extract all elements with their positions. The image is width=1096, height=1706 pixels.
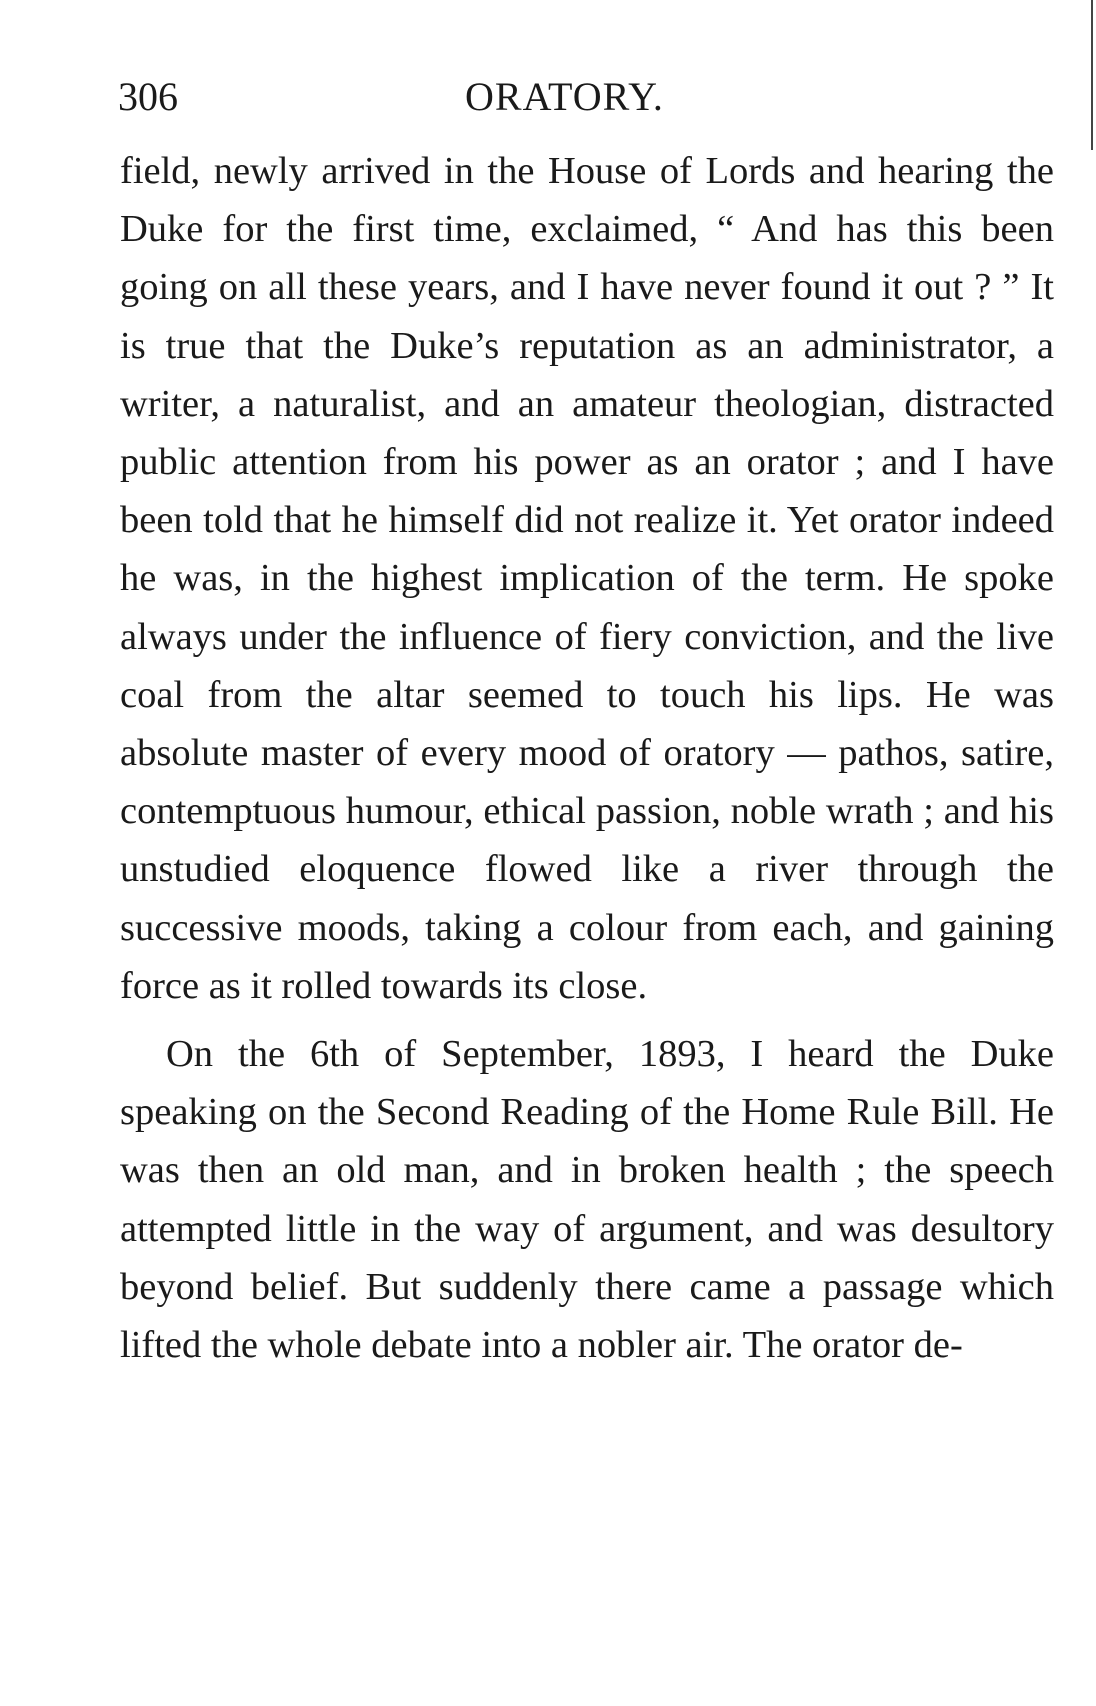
body-text <box>120 142 1054 1374</box>
paragraph-2: On the 6th of September, 1893, I heard the Duke speaking on the Second Reading of the Home Rule Bill. He was then an old man, and in broken health ; the speech attempted little in the way of argument, and was desultory beyond belief. But suddenly there came a passage which lifted the whole debate into a nobler air. The orator de- <box>120 1033 1054 1367</box>
page-number: 306 <box>118 74 178 119</box>
page-header <box>0 72 1096 122</box>
running-title: ORATORY. <box>465 74 664 119</box>
paragraph-1: field, newly arrived in the House of Lords and hearing the Duke for the first time, exclaimed, “ And has this been going on all these years, and I have never found it out ? ” It is true that the Duke’s reputation as an administrator, a writer, a naturalist, and an amateur theologian, distracted public attention from his power as an orator ; and I have been told that he himself did not realize it. Yet orator indeed he was, in the highest implication of the term. He spoke always under the influence of fiery conviction, and the live coal from the altar seemed to touch his lips. He was absolute master of every mood of oratory — pathos, satire, contemptuous humour, ethical passion, noble wrath ; and his unstudied eloquence flowed like a river through the successive moods, taking a colour from each, and gaining force as it rolled towards its close. <box>120 150 1054 1007</box>
